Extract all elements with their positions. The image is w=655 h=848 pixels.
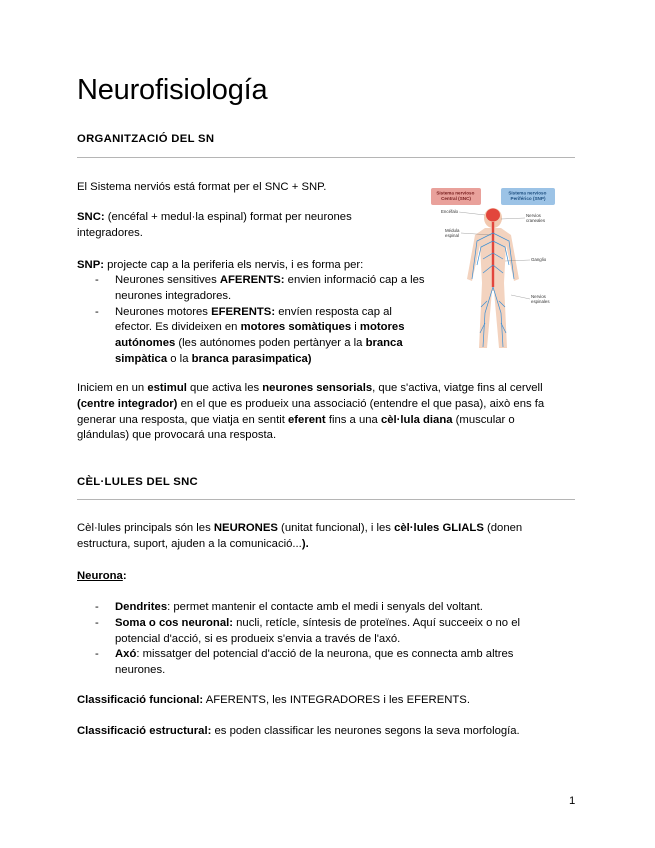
intro-paragraph: El Sistema nerviós está format per el SNC + SNP.	[77, 181, 327, 193]
p1-b1: NEURONES	[213, 522, 278, 534]
snp-list	[77, 273, 427, 368]
page-title: Neurofisiología	[77, 74, 268, 106]
item-label: Dendrites	[115, 601, 168, 613]
list-item	[77, 600, 547, 616]
aferents-label: AFERENTS:	[219, 274, 285, 286]
snp-text: projecte cap a la periferia els nervis, i es forma per:	[104, 259, 364, 271]
p1-t2: (unitat funcional), i les	[277, 522, 395, 534]
neurona-label: Neurona	[77, 570, 123, 582]
snc-label: SNC:	[77, 211, 105, 223]
eferents-pre: Neurones motores	[115, 305, 212, 318]
p1-b2: cèl·lules GLIALS	[394, 522, 484, 534]
item-label: Soma o cos neuronal:	[115, 616, 234, 629]
process-paragraph	[77, 381, 567, 444]
label-nervios-espinales: Nervios espinales	[531, 294, 550, 304]
item-text: : permet mantenir el contacte amb el medi i senyals del voltant.	[167, 601, 483, 613]
nervous-system-figure	[425, 183, 575, 355]
label-medula: Médula espinal	[445, 228, 460, 238]
p1-t1: Cèl·lules principals són les	[77, 522, 214, 534]
func-classification	[77, 693, 547, 709]
label-encefalo: Encéfalo	[441, 209, 459, 214]
snp-paragraph	[77, 258, 427, 274]
func-label: Classificació funcional:	[77, 694, 204, 706]
human-body	[467, 208, 519, 348]
brain-shape	[486, 209, 500, 222]
struct-label: Classificació estructural:	[77, 725, 212, 737]
branca-simpatica: branca simpàtica	[115, 337, 403, 365]
func-text: AFERENTS, les INTEGRADORES i les EFERENTS.	[203, 694, 470, 706]
struct-classification	[77, 724, 547, 740]
p1-b3: ).	[301, 537, 309, 550]
list-item	[77, 647, 547, 679]
list-item	[77, 616, 547, 648]
snc-figure-label: Sistema nervioso Central (SNC)	[436, 190, 475, 201]
i-word: i	[351, 321, 360, 334]
section-divider	[77, 499, 575, 500]
para-b4: eferent	[288, 413, 326, 426]
para-t5: fins a una	[325, 413, 381, 426]
aferents-pre: Neurones sensitives	[115, 274, 220, 286]
para-b1: estimul	[147, 382, 187, 394]
eferents-label: EFERENTS:	[211, 305, 276, 318]
p1-t3: (donen estructura, suport, ajuden a la comunicació...	[77, 522, 523, 550]
para-b5: cèl·lula diana	[380, 413, 453, 426]
item-label: Axó	[115, 648, 137, 661]
section-heading-organitzacio: ORGANITZACIÓ DEL SN	[77, 133, 215, 145]
motores-somatiques: motores somàtiques	[240, 321, 352, 334]
item-text: nucli, retícle, síntesis de proteïnes. Aquí succeeix o no el potencial d'acció, si es produeix s'envia a través de l'axó.	[115, 616, 520, 645]
para-t4: en el que es produeix una associació (entendre el que pasa), això ens fa generar una resposta, que viatja en sentit	[77, 397, 545, 426]
list-item-aferents	[77, 273, 427, 305]
neurona-parts-list	[77, 600, 547, 679]
para-t3: , que s'activa, viatge fins al cervell	[372, 382, 543, 394]
neurona-colon: :	[122, 570, 127, 582]
neurona-heading	[77, 569, 127, 585]
snp-label: SNP:	[77, 259, 104, 271]
motores-autonomes: motores autónomes	[115, 321, 405, 350]
section-heading-cellules: CÈL·LULES DEL SNC	[77, 476, 199, 488]
eferents-text1: envíen resposta cap al efector. Es divideixen en	[115, 305, 392, 334]
cellules-paragraph	[77, 521, 547, 553]
para-t2: que activa les	[186, 382, 263, 394]
snp-figure-label: Sistema nervioso Periférico (SNP)	[508, 190, 547, 201]
snc-text: (encéfal + medul·la espinal) format per neurones integradores.	[77, 211, 352, 239]
branca-parasimpatica: branca parasimpatica)	[191, 352, 312, 365]
para-t1: Iniciem en un	[77, 382, 148, 394]
page-number: 1	[569, 795, 576, 807]
para-b2: neurones sensorials	[262, 382, 373, 394]
struct-text: es poden classificar les neurones segons la seva morfología.	[211, 725, 520, 737]
label-ganglio: Ganglio	[531, 257, 547, 262]
list-item-eferents	[77, 305, 427, 368]
aferents-text: envien informació cap a les neurones integradores.	[115, 274, 425, 302]
section-divider	[77, 157, 575, 158]
para-t6: (muscular o glándulas) que provocará una resposta.	[77, 413, 515, 442]
snc-paragraph	[77, 210, 377, 242]
para-b3: (centre integrador)	[77, 397, 178, 410]
eferents-text2: (les autónomes poden pertànyer a la	[175, 337, 366, 350]
o-la: o la	[167, 352, 192, 365]
item-text: : missatger del potencial d'acció de la neurona, que es connecta amb altres neurones.	[115, 648, 514, 677]
label-nervios-craneales: Nervios craneales	[526, 213, 546, 223]
